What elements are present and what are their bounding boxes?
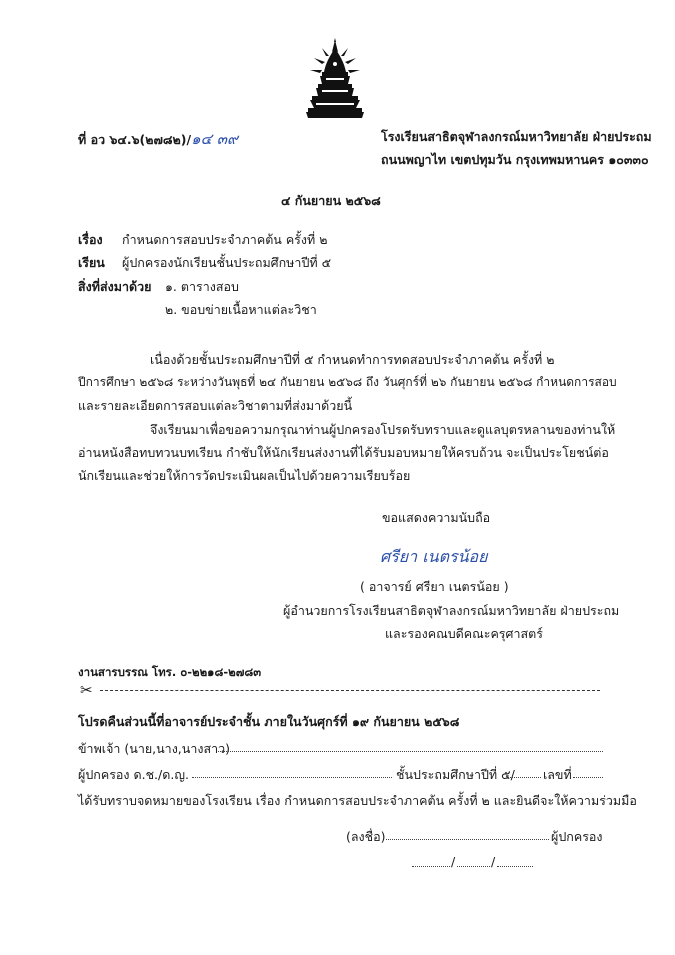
slip-number-label: เลขที่ — [543, 767, 572, 782]
subject-text: กำหนดการสอบประจำภาคต้น ครั้งที่ ๒ — [122, 232, 328, 247]
slip-title: โปรดคืนส่วนนี้ที่อาจารย์ประจำชั้น ภายในวันศุกร์ที่ ๑๙ กันยายน ๒๕๖๘ — [78, 714, 460, 729]
slip-name-field[interactable] — [218, 751, 603, 752]
slip-signature-field[interactable] — [386, 839, 549, 840]
slip-student-label: ผู้ปกครอง ด.ช./ด.ญ. — [78, 767, 189, 782]
signer-title: และรองคณบดีคณะครุศาสตร์ — [385, 626, 543, 641]
paragraph-2-line: จึงเรียนมาเพื่อขอความกรุณาท่านผู้ปกครองโปรดรับทราบและดูแลบุตรหลานของท่านให้ — [150, 422, 616, 437]
school-address-line1: โรงเรียนสาธิตจุฬาลงกรณ์มหาวิทยาลัย ฝ่ายประถม — [381, 129, 652, 144]
document-number — [78, 127, 238, 151]
to-label: เรียน — [78, 255, 105, 270]
slip-number-field[interactable] — [573, 777, 603, 778]
document-number-prefix: ที่ อว ๖๔.๖(๒๗๘๒)/ — [78, 132, 192, 147]
office-contact: งานสารบรรณ โทร. ๐-๒๒๑๘-๒๗๘๓ — [78, 665, 262, 679]
subject-label: เรื่อง — [78, 232, 103, 247]
paragraph-1-line: และรายละเอียดการสอบแต่ละวิชาตามที่ส่งมาด้วยนี้ — [78, 398, 353, 413]
slip-date-month-field[interactable] — [457, 866, 490, 867]
slip-class-field[interactable] — [508, 777, 541, 778]
school-address-line2: ถนนพญาไท เขตปทุมวัน กรุงเทพมหานคร ๑๐๓๓๐ — [381, 152, 649, 167]
scissors-icon: ✂ — [80, 681, 93, 699]
signer-title: ผู้อำนวยการโรงเรียนสาธิตจุฬาลงกรณ์มหาวิทยาลัย ฝ่ายประถม — [283, 603, 620, 618]
paragraph-2-line: อ่านหนังสือทบทวนบทเรียน กำชับให้นักเรียนส่งงานที่ได้รับมอบหมายให้ครบถ้วน จะเป็นประโยชน์ต่อ — [78, 445, 609, 460]
paragraph-1-line: เนื่องด้วยชั้นประถมศึกษาปีที่ ๕ กำหนดทำการทดสอบประจำภาคต้น ครั้งที่ ๒ — [150, 352, 555, 367]
closing-regards: ขอแสดงความนับถือ — [382, 510, 491, 525]
enclosure-item: ๒. ขอบข่ายเนื้อหาแต่ละวิชา — [165, 302, 317, 317]
slip-date-year-field[interactable] — [497, 866, 533, 867]
slip-grade-label: ชั้นประถมศึกษาปีที่ ๕/ — [396, 767, 515, 782]
handwritten-signature: ศรียา เนตรน้อย — [380, 547, 488, 566]
paragraph-1-line: ปีการศึกษา ๒๕๖๘ ระหว่างวันพุธที่ ๒๔ กันยายน ๒๕๖๘ ถึง วันศุกร์ที่ ๒๖ กันยายน ๒๕๖๘ กำหนดการสอบ — [78, 375, 617, 389]
slip-date-day-field[interactable] — [412, 866, 450, 867]
school-emblem-icon — [302, 38, 368, 122]
slip-sign-role: ผู้ปกครอง — [551, 829, 603, 844]
slip-student-field[interactable] — [192, 777, 392, 778]
letter-date: ๔ กันยายน ๒๕๖๘ — [281, 193, 381, 208]
enclosure-label: สิ่งที่ส่งมาด้วย — [78, 279, 152, 294]
to-text: ผู้ปกครองนักเรียนชั้นประถมศึกษาปีที่ ๕ — [122, 255, 332, 270]
slip-name-label: ข้าพเจ้า (นาย,นาง,นางสาว) — [78, 741, 230, 756]
slip-acknowledge-text: ได้รับทราบจดหมายของโรงเรียน เรื่อง กำหนดการสอบประจำภาคต้น ครั้งที่ ๒ และยินดีจะให้ความร่วมมือ — [78, 793, 637, 808]
paragraph-2-line: นักเรียนและช่วยให้การวัดประเมินผลเป็นไปด้วยความเรียบร้อย — [78, 468, 411, 483]
document-number-handwritten: ๑๔ ๓๙ — [191, 130, 238, 148]
signer-name: ( อาจารย์ ศรียา เนตรน้อย ) — [360, 579, 509, 594]
cut-line — [100, 690, 600, 691]
enclosure-item: ๑. ตารางสอบ — [165, 279, 239, 294]
slip-sign-label: (ลงชื่อ) — [346, 829, 386, 844]
slip-date-separator: / — [451, 854, 456, 869]
slip-date-separator: / — [491, 854, 496, 869]
